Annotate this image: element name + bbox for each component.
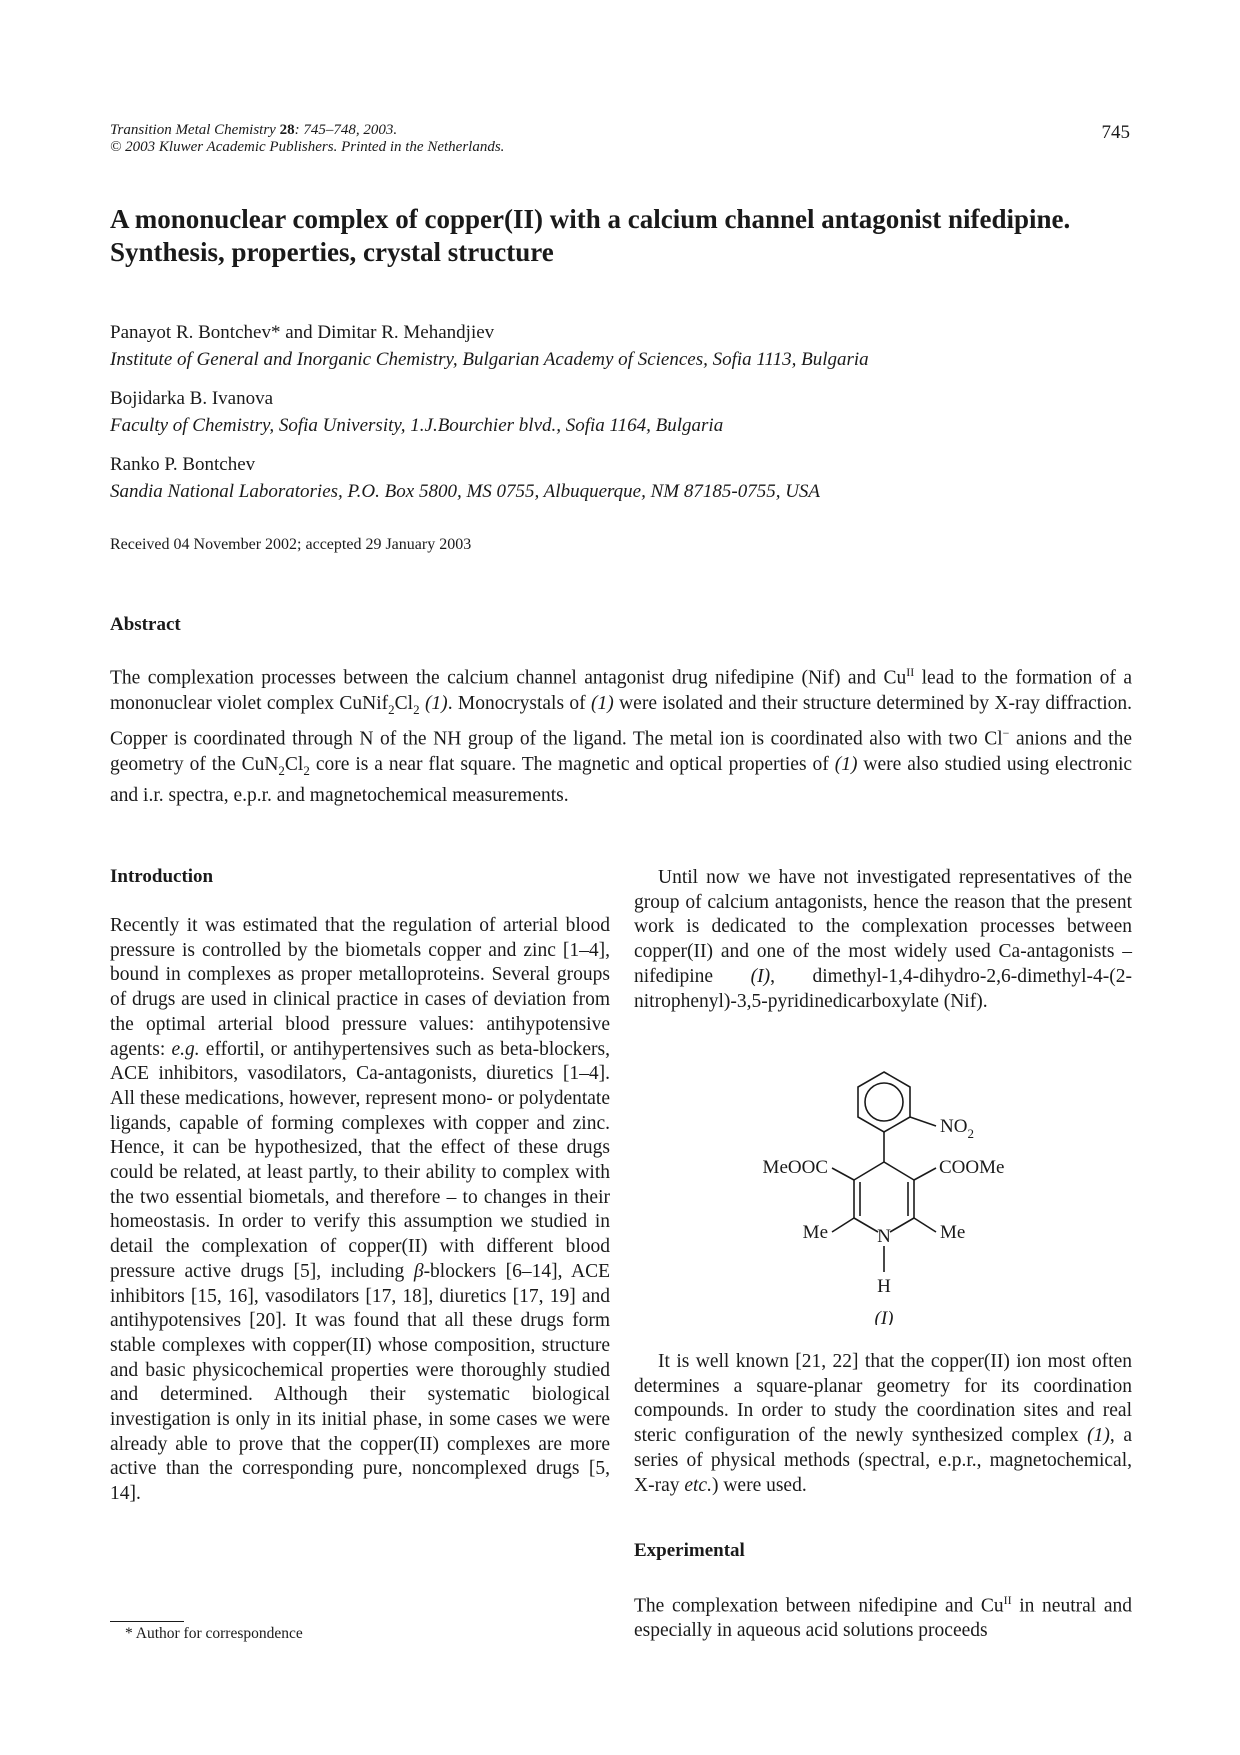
paper-title xyxy=(110,203,1150,269)
author-names: Ranko P. Bontchev xyxy=(110,454,256,475)
received-dates: Received 04 November 2002; accepted 29 January 2003 xyxy=(110,536,472,553)
hydrogen-label: H xyxy=(877,1276,891,1297)
page-number: 745 xyxy=(1101,122,1130,143)
paragraph-experimental: The complexation between nifedipine and $Cu^{II}$ in neutral and especially in aqueous acid solutions proceeds xyxy=(634,1593,1132,1642)
journal-name: Transition Metal Chemistry xyxy=(110,122,276,138)
abstract-heading: Abstract xyxy=(110,614,181,635)
journal-citation xyxy=(110,122,504,156)
introduction-heading: Introduction xyxy=(110,866,214,887)
bond-ester-left xyxy=(832,1168,854,1180)
copyright-line: © 2003 Kluwer Academic Publishers. Printed in the Netherlands. xyxy=(110,139,505,155)
paragraph-calcium-antagonists: Until now we have not investigated representatives of the group of calcium antagonists, hence the reason that the present work is dedicated to the complexation processes between copper(II) and one of the most widely used Ca-antagonists – nifedipine (I), dimethyl-1,4-dihydro-2,6-dimethyl-4-(2-nitrophenyl)-3,5-pyridinedicarboxylate (Nif). xyxy=(634,867,1132,1012)
bond-c3-c4 xyxy=(854,1162,884,1180)
no2-label: $NO_2$ xyxy=(940,1116,974,1141)
aromatic-circle xyxy=(865,1083,903,1121)
nifedipine-structure-svg xyxy=(740,1050,1080,1325)
experimental-heading: Experimental xyxy=(634,1540,745,1561)
nitrogen-label: N xyxy=(877,1226,891,1247)
bond-methyl-left xyxy=(832,1218,854,1232)
bond-ester-right xyxy=(914,1168,936,1180)
author-affiliation: Faculty of Chemistry, Sofia University, 1.J.Bourchier blvd., Sofia 1164, Bulgaria xyxy=(110,415,724,436)
meooc-label: MeOOC xyxy=(762,1157,828,1178)
coome-label: COOMe xyxy=(939,1157,1005,1178)
methyl-left-label: Me xyxy=(802,1222,828,1243)
author-affiliation: Sandia National Laboratories, P.O. Box 5800, MS 0755, Albuquerque, NM 87185-0755, USA xyxy=(110,481,821,502)
author-names: Panayot R. Bontchev* and Dimitar R. Mehandjiev xyxy=(110,322,495,343)
journal-line xyxy=(110,122,504,139)
paragraph-copper-geometry: It is well known [21, 22] that the copper(II) ion most often determines a square-planar geometry for its coordination compounds. In order to study the coordination sites and real steric configuration of the newly synthesized complex (1), a series of physical methods (spectral, e.p.r., magnetochemical, X-ray etc.) were used. xyxy=(634,1351,1133,1496)
author-affiliation: Institute of General and Inorganic Chemistry, Bulgarian Academy of Sciences, Sofia 1113, Bulgaria xyxy=(110,349,869,370)
abstract-text: The complexation processes between the calcium channel antagonist drug nifedipine (Nif) and $Cu^{II}$ lead to the formation of a mononuclear violet complex $CuNif_2Cl_2$ (1). Monocrystals of (1) were isolated and their structure determined by X-ray diffraction. Copper is coordinated through N of the NH group of the ligand. The metal ion is coordinated also with two Cl− anions and the geometry of the $CuN_2Cl_2$ core is a near flat square. The magnetic and optical properties of (1) were also studied using electronic and i.r. spectra, e.p.r. and magnetochemical measurements. xyxy=(110,665,1133,806)
title-line-2: Synthesis, properties, crystal structure xyxy=(110,237,554,267)
introduction-paragraph: Recently it was estimated that the regulation of arterial blood pressure is controlled by the biometals copper and zinc [1–4], bound in complexes as proper metalloproteins. Several groups of drugs are used in clinical practice in cases of deviation from the optimal arterial blood pressure values: antihypotensive agents: e.g. effortil, or antihypertensives such as beta-blockers, ACE inhibitors, vasodilators, Ca-antagonists, diuretics [1–4]. All these medications, however, represent mono- or polydentate ligands, capable of forming complexes with copper and zinc. Hence, it can be hypothesized, that the effect of these drugs could be related, at least partly, to their ability to complex with the two essential biometals, and therefore – to changes in their homeostasis. In order to verify this assumption we studied in detail the complexation of copper(II) with different blood pressure active drugs [5], including β-blockers [6–14], ACE inhibitors [15, 16], vasodilators [17, 18], diuretics [17, 19] and antihypotensives [20]. It was found that all these drugs form stable complexes with copper(II) whose composition, structure and basic physicochemical properties were thoroughly studied and determined. Although their systematic biological investigation is only in its initial phase, in some cases we were already able to prove that the copper(II) complexes are more active than the corresponding pure, noncomplexed drugs [5, 14]. xyxy=(110,915,611,1505)
bond-c6-n xyxy=(890,1218,914,1232)
bond-methyl-right xyxy=(914,1218,936,1232)
footnote: * Author for correspondence xyxy=(125,1625,303,1642)
journal-volume: 28 xyxy=(279,122,295,138)
title-line-1: A mononuclear complex of copper(II) with a calcium channel antagonist nifedipine. xyxy=(110,204,1071,234)
bond-c4-c5 xyxy=(884,1162,914,1180)
bond-no2 xyxy=(910,1117,936,1126)
methyl-right-label: Me xyxy=(940,1222,966,1243)
journal-pages: : 745–748, 2003. xyxy=(294,122,398,138)
compound-label: (I) xyxy=(874,1308,894,1325)
footnote-rule xyxy=(110,1621,184,1622)
bond-n-c2 xyxy=(854,1218,878,1232)
nifedipine-structure-diagram xyxy=(740,1050,1080,1325)
author-names: Bojidarka B. Ivanova xyxy=(110,388,274,409)
